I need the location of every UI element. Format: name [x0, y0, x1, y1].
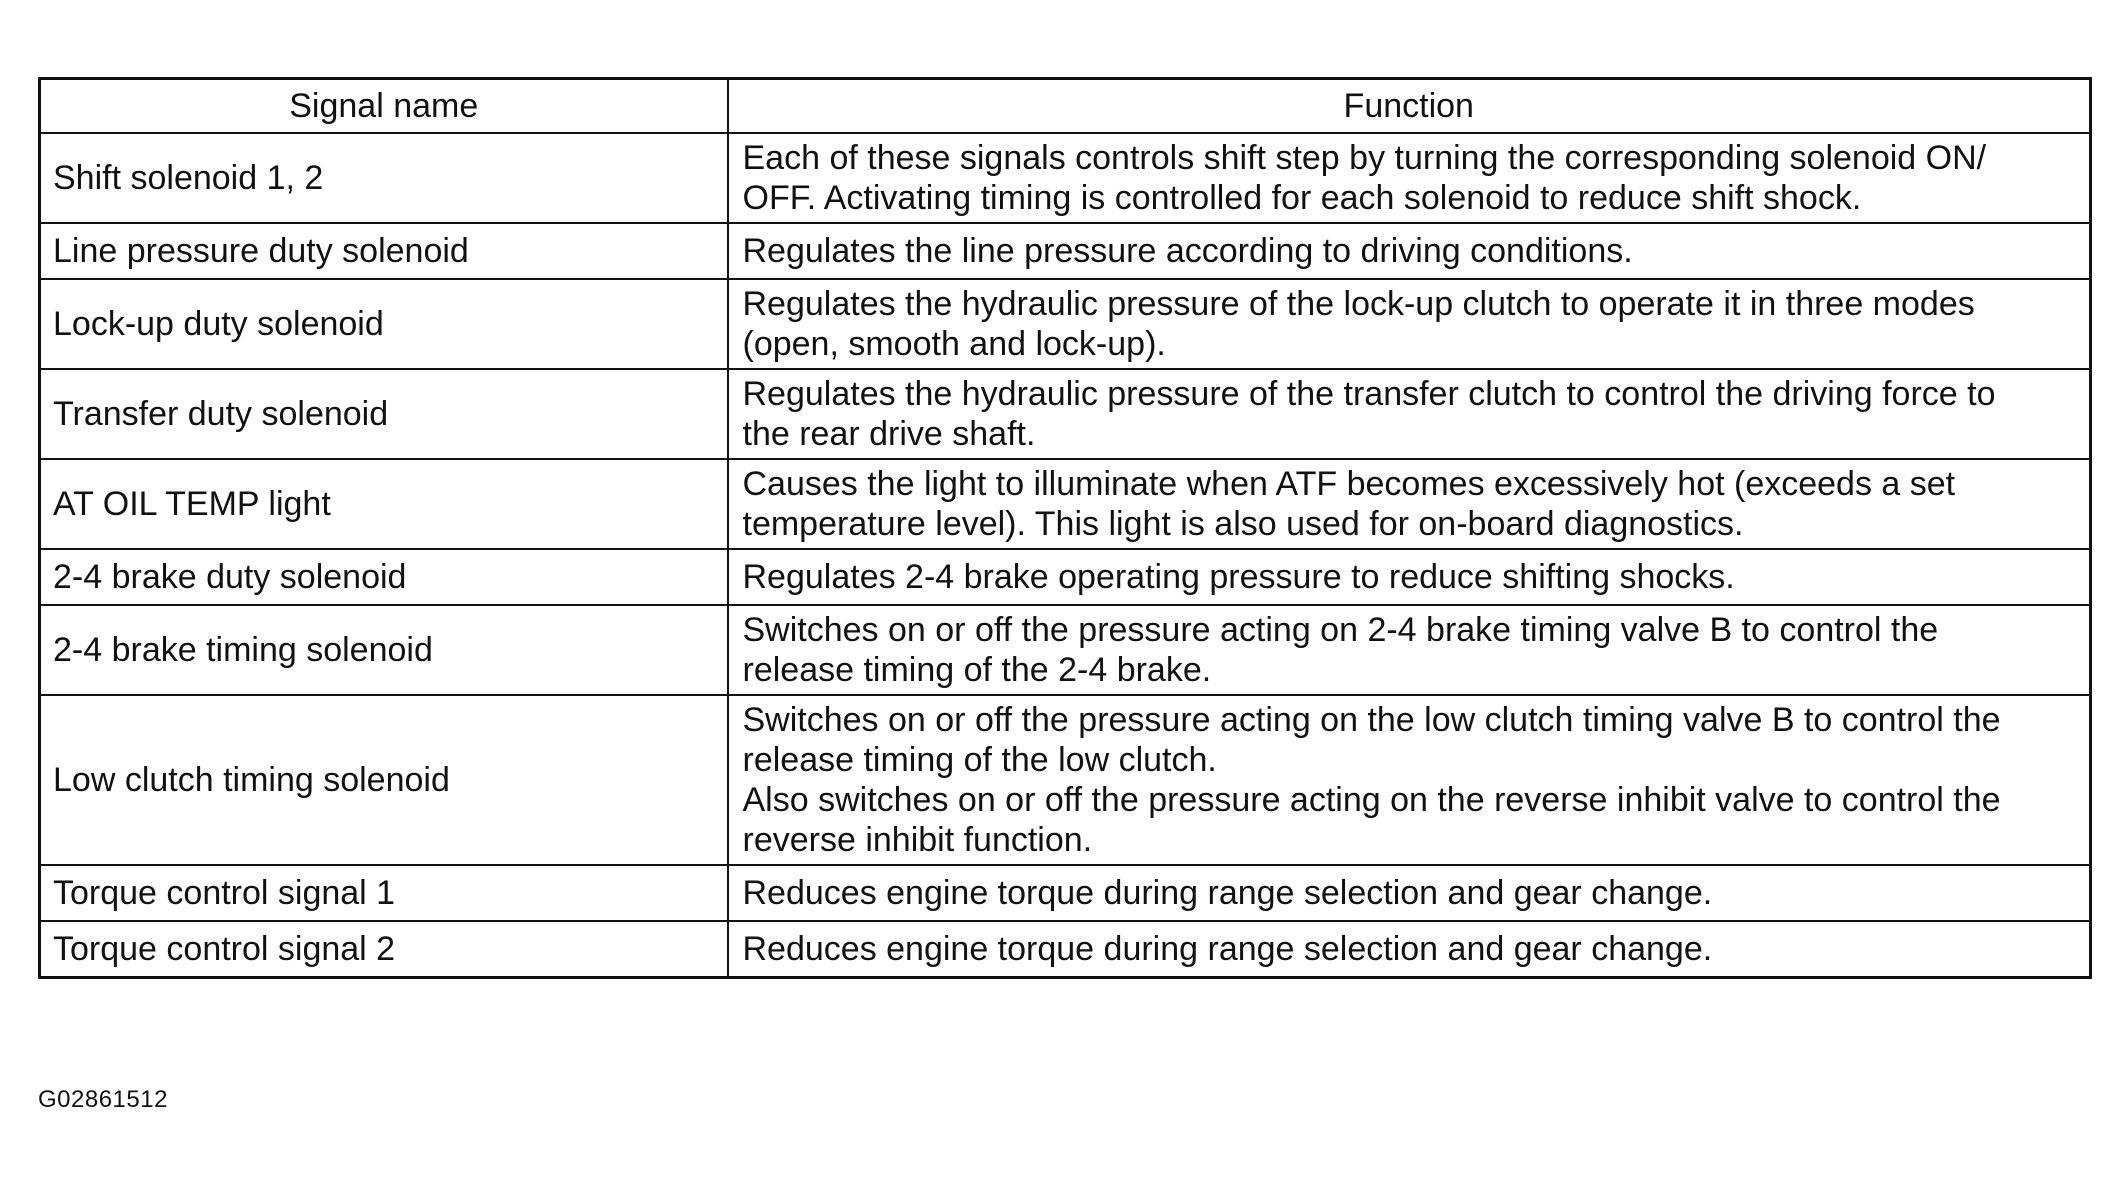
- header-function: Function: [728, 79, 2091, 134]
- signal-name-cell: 2-4 brake duty solenoid: [40, 549, 728, 605]
- function-cell: Regulates the hydraulic pressure of the lock-up clutch to operate it in three modes (open, smooth and lock-up).: [728, 279, 2091, 369]
- function-cell: Each of these signals controls shift step by turning the corresponding solenoid ON/ OFF. Activating timing is controlled for each solenoid to reduce shift shock.: [728, 133, 2091, 223]
- function-cell: Reduces engine torque during range selection and gear change.: [728, 921, 2091, 977]
- signal-name-cell: Torque control signal 1: [40, 865, 728, 921]
- signal-function-table: [38, 77, 2092, 979]
- function-cell: Causes the light to illuminate when ATF becomes excessively hot (exceeds a set temperature level). This light is also used for on-board diagnostics.: [728, 459, 2091, 549]
- table-row: [40, 369, 2091, 459]
- table-row: [40, 223, 2091, 279]
- signal-name-cell: Torque control signal 2: [40, 921, 728, 977]
- function-cell: Regulates 2-4 brake operating pressure to reduce shifting shocks.: [728, 549, 2091, 605]
- signal-name-cell: Shift solenoid 1, 2: [40, 133, 728, 223]
- figure-id: G02861512: [38, 1086, 168, 1113]
- table-row: [40, 133, 2091, 223]
- table-row: [40, 279, 2091, 369]
- signal-name-cell: Transfer duty solenoid: [40, 369, 728, 459]
- header-row: [40, 79, 2091, 134]
- function-cell: Regulates the hydraulic pressure of the transfer clutch to control the driving force to the rear drive shaft.: [728, 369, 2091, 459]
- function-cell: Switches on or off the pressure acting on the low clutch timing valve B to control the release timing of the low clutch. Also switches on or off the pressure acting on the reverse inhibit valve to control the reverse inhibit function.: [728, 695, 2091, 865]
- table-row: [40, 605, 2091, 695]
- header-signal-name: Signal name: [40, 79, 728, 134]
- signal-name-cell: Lock-up duty solenoid: [40, 279, 728, 369]
- function-cell: Switches on or off the pressure acting on 2-4 brake timing valve B to control the release timing of the 2-4 brake.: [728, 605, 2091, 695]
- table-row: [40, 865, 2091, 921]
- table-row: [40, 921, 2091, 977]
- signal-name-cell: 2-4 brake timing solenoid: [40, 605, 728, 695]
- table-row: [40, 459, 2091, 549]
- signal-name-cell: Low clutch timing solenoid: [40, 695, 728, 865]
- signal-name-cell: Line pressure duty solenoid: [40, 223, 728, 279]
- function-cell: Regulates the line pressure according to driving conditions.: [728, 223, 2091, 279]
- table-row: [40, 549, 2091, 605]
- signal-name-cell: AT OIL TEMP light: [40, 459, 728, 549]
- function-cell: Reduces engine torque during range selection and gear change.: [728, 865, 2091, 921]
- table-row: [40, 695, 2091, 865]
